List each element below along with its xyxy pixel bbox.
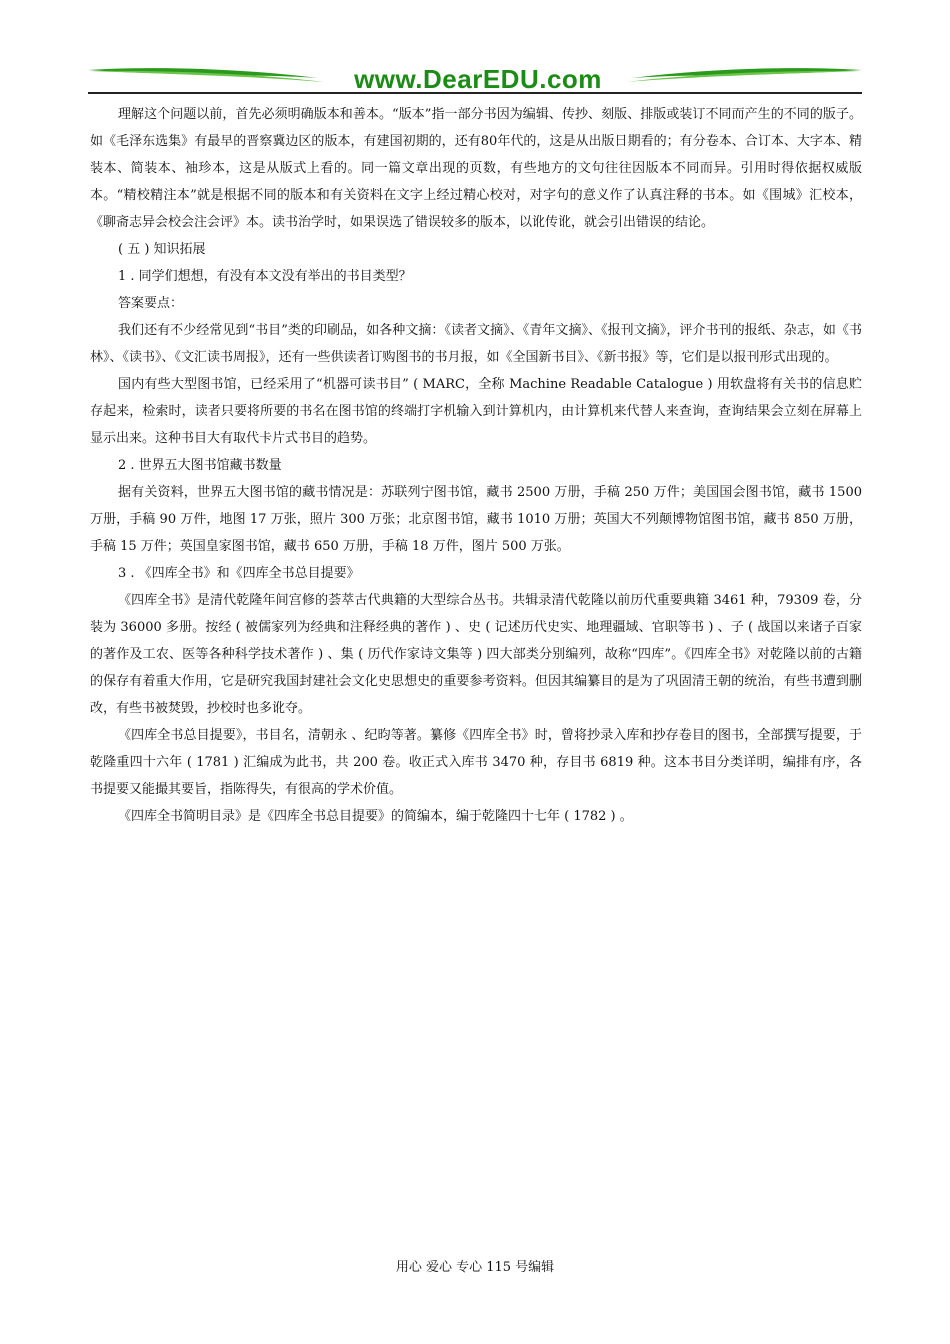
paragraph-versions: 理解这个问题以前，首先必须明确版本和善本。“版本”指一部分书因为编辑、传抄、刻版、排版或装订不同而产生的不同的版子。如《毛泽东选集》有最早的晋察冀边区的版本，有建国初期的，还有80年代的，这是从出版日期看的；有分卷本、合订本、大字本、精装本、简装本、袖珍本，这是从版式上看的。同一篇文章出现的页数，有些地方的文句往往因版本不同而异。引用时得依据权威版本。“精校精注本”就是根据不同的版本和有关资料在文字上经过精心校对，对字句的意义作了认真注释的书本。如《围城》汇校本，《聊斋志异会校会注会评》本。读书治学时，如果误选了错误较多的版本，以讹传讹，就会引出错误的结论。: [90, 107, 862, 230]
site-logo: www.DearEDU.com: [354, 64, 602, 94]
paragraph-siku: 《四库全书》是清代乾隆年间宫修的荟萃古代典籍的大型综合丛书。共辑录清代乾隆以前历代重要典籍 3461 种，79309 卷，分装为 36000 多册。按经 ( 被儒家列为经典和注释经典的著作 ) 、史 ( 记述历代史实、地理疆域、官职等书 ) 、子 ( 战国以来诸子百家的著作及工农、医等各种科学技术著作 ) 、集 ( 历代作家诗文集等 ) 四大部类分别编列，故称“四库”。《四库全书》对乾隆以前的古籍的保存有着重大作用，它是研究我国封建社会文化史思想史的重要参考资料。但因其编纂目的是为了巩固清王朝的统治，有些书遭到删改，有些书被焚毁，抄校时也多讹夺。: [90, 593, 862, 716]
section-heading-knowledge: ( 五 ) 知识拓展: [118, 242, 206, 257]
paragraph-libraries: 据有关资料，世界五大图书馆的藏书情况是：苏联列宁图书馆，藏书 2500 万册，手稿 250 万件；美国国会图书馆，藏书 1500 万册，手稿 90 万件，地图 17 万张，照片 300 万张；北京图书馆，藏书 1010 万册；英国大不列颠博物馆图书馆，藏书 850 万册，手稿 15 万件；英国皇家图书馆，藏书 650 万册，手稿 18 万件，图片 500 万张。: [90, 485, 862, 554]
paragraph-siku-zongmu: 《四库全书总目提要》，书目名，清朝永 、纪昀等著。纂修《四库全书》时，曾将抄录入库和抄存卷目的图书，全部撰写提要，于乾隆重四十六年 ( 1781 ) 汇编成为此书，共 200 卷。收正式入库书 3470 种，存目书 6819 种。这本书目分类详明，编排有序，各书提要又能撮其要旨，指陈得失，有很高的学术价值。: [90, 728, 862, 797]
subheading-libraries: 2 . 世界五大图书馆藏书数量: [118, 458, 282, 473]
site-header: [88, 62, 862, 98]
paragraph-bibliography-print: 我们还有不少经常见到“书目”类的印刷品，如各种文摘：《读者文摘》、《青年文摘》、《报刊文摘》，评介书刊的报纸、杂志，如《书林》、《读书》、《文汇读书周报》，还有一些供读者订购图书的书月报，如《全国新书目》、《新书报》等，它们是以报刊形式出现的。: [90, 323, 862, 365]
page-footer: 用心 爱心 专心 115 号编辑: [395, 1260, 555, 1275]
paragraph-siku-jianming: 《四库全书简明目录》是《四库全书总目提要》的简编本，编于乾隆四十七年 ( 1782 ) 。: [118, 809, 633, 824]
answer-label: 答案要点：: [118, 296, 184, 311]
document-body: [90, 101, 862, 830]
question-1: 1 . 同学们想想，有没有本文没有举出的书目类型？: [118, 269, 412, 284]
subheading-siku: 3 . 《四库全书》和《四库全书总目提要》: [118, 566, 360, 581]
paragraph-marc: 国内有些大型图书馆，已经采用了“机器可读书目” ( MARC，全称 Machine Readable Catalogue ) 用软盘将有关书的信息贮存起来，检索时，读者只要将所要的书名在图书馆的终端打字机输入到计算机内，由计算机来代替人来查询，查询结果会立刻在屏幕上显示出来。这种书目大有取代卡片式书目的趋势。: [90, 377, 862, 446]
